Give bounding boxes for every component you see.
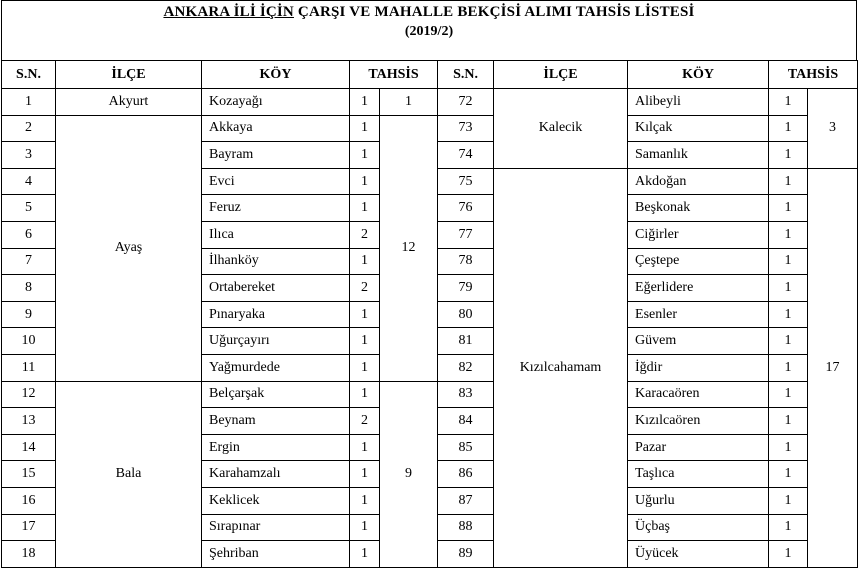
table-row [2,89,858,116]
right-tahsis-cell: 1 [769,381,808,408]
left-koy-cell: Sırapınar [202,514,350,541]
right-sn-cell: 79 [438,275,494,302]
right-ilce-cell: Kızılcahamam [494,168,628,567]
right-sn-cell: 80 [438,301,494,328]
left-tahsis-cell: 2 [350,275,380,302]
header-koy-left: KÖY [202,61,350,89]
left-koy-cell: Karahamzalı [202,461,350,488]
title-rest: ÇARŞI VE MAHALLE BEKÇİSİ ALIMI TAHSİS LİSTESİ [293,4,695,20]
left-ilce-cell: Bala [56,381,202,567]
right-tahsis-cell: 1 [769,195,808,222]
left-sn-cell: 6 [2,221,56,248]
left-sn-cell: 3 [2,142,56,169]
right-koy-cell: Karacaören [628,381,769,408]
right-koy-cell: Çeştepe [628,248,769,275]
right-sn-cell: 78 [438,248,494,275]
right-tahsis-cell: 1 [769,461,808,488]
left-tahsis-cell: 1 [350,89,380,116]
right-tahsis-cell: 1 [769,514,808,541]
left-tahsis-cell: 1 [350,195,380,222]
left-ilce-cell: Ayaş [56,115,202,381]
header-ilce-right: İLÇE [494,61,628,89]
right-sn-cell: 86 [438,461,494,488]
header-koy-right: KÖY [628,61,769,89]
right-tahsis-cell: 1 [769,541,808,568]
right-tahsis-cell: 1 [769,487,808,514]
left-tahsis-cell: 1 [350,461,380,488]
right-koy-cell: Beşkonak [628,195,769,222]
right-koy-cell: Güvem [628,328,769,355]
right-koy-cell: Taşlıca [628,461,769,488]
right-sn-cell: 87 [438,487,494,514]
allocation-table [1,60,858,568]
right-ilce-cell: Kalecik [494,89,628,169]
left-tahsis-cell: 2 [350,221,380,248]
left-koy-cell: Pınaryaka [202,301,350,328]
right-sn-cell: 73 [438,115,494,142]
right-tahsis-cell: 1 [769,89,808,116]
right-tahsis-cell: 1 [769,142,808,169]
left-sn-cell: 8 [2,275,56,302]
left-tahsis-cell: 1 [350,514,380,541]
right-sn-cell: 77 [438,221,494,248]
table-row [2,115,858,142]
right-koy-cell: Üçbaş [628,514,769,541]
left-ilce-cell: Akyurt [56,89,202,116]
left-koy-cell: Yağmurdede [202,354,350,381]
header-ilce-left: İLÇE [56,61,202,89]
title-underlined-part: ANKARA İLİ İÇİN [163,4,294,20]
right-sn-cell: 74 [438,142,494,169]
right-tahsis-total-cell: 17 [808,168,858,567]
right-koy-cell: Akdoğan [628,168,769,195]
left-sn-cell: 18 [2,541,56,568]
right-tahsis-cell: 1 [769,434,808,461]
left-tahsis-cell: 1 [350,328,380,355]
right-tahsis-cell: 1 [769,328,808,355]
left-koy-cell: Feruz [202,195,350,222]
left-tahsis-cell: 1 [350,301,380,328]
header-tahsis-right: TAHSİS [769,61,858,89]
right-tahsis-cell: 1 [769,115,808,142]
right-koy-cell: Pazar [628,434,769,461]
table-header-row [2,61,858,89]
left-tahsis-cell: 1 [350,248,380,275]
left-sn-cell: 13 [2,408,56,435]
right-sn-cell: 81 [438,328,494,355]
left-tahsis-cell: 1 [350,115,380,142]
right-sn-cell: 82 [438,354,494,381]
right-sn-cell: 88 [438,514,494,541]
right-tahsis-cell: 1 [769,221,808,248]
left-sn-cell: 7 [2,248,56,275]
right-sn-cell: 83 [438,381,494,408]
left-tahsis-cell: 1 [350,487,380,514]
left-sn-cell: 10 [2,328,56,355]
right-tahsis-cell: 1 [769,408,808,435]
left-koy-cell: Belçarşak [202,381,350,408]
left-koy-cell: Ilıca [202,221,350,248]
table-row [2,381,858,408]
document-title-block [1,0,857,60]
left-sn-cell: 11 [2,354,56,381]
left-koy-cell: Beynam [202,408,350,435]
right-koy-cell: Alibeyli [628,89,769,116]
left-tahsis-total-cell: 9 [380,381,438,567]
right-koy-cell: Samanlık [628,142,769,169]
right-sn-cell: 89 [438,541,494,568]
right-sn-cell: 85 [438,434,494,461]
right-tahsis-total-cell: 3 [808,89,858,169]
right-tahsis-cell: 1 [769,248,808,275]
right-koy-cell: Esenler [628,301,769,328]
left-sn-cell: 9 [2,301,56,328]
left-tahsis-cell: 2 [350,408,380,435]
left-tahsis-cell: 1 [350,434,380,461]
left-sn-cell: 15 [2,461,56,488]
left-sn-cell: 16 [2,487,56,514]
table-body [2,89,858,568]
left-koy-cell: Ortabereket [202,275,350,302]
left-tahsis-total-cell: 12 [380,115,438,381]
right-koy-cell: Kızılcaören [628,408,769,435]
left-tahsis-cell: 1 [350,168,380,195]
left-koy-cell: Kozayağı [202,89,350,116]
left-tahsis-total-cell: 1 [380,89,438,116]
left-sn-cell: 12 [2,381,56,408]
right-tahsis-cell: 1 [769,354,808,381]
left-koy-cell: Uğurçayırı [202,328,350,355]
left-koy-cell: Akkaya [202,115,350,142]
left-tahsis-cell: 1 [350,541,380,568]
right-sn-cell: 75 [438,168,494,195]
left-sn-cell: 2 [2,115,56,142]
right-tahsis-cell: 1 [769,168,808,195]
right-sn-cell: 76 [438,195,494,222]
left-sn-cell: 17 [2,514,56,541]
left-koy-cell: Keklicek [202,487,350,514]
left-sn-cell: 1 [2,89,56,116]
right-sn-cell: 72 [438,89,494,116]
left-tahsis-cell: 1 [350,381,380,408]
right-sn-cell: 84 [438,408,494,435]
header-tahsis-left: TAHSİS [350,61,438,89]
right-koy-cell: Ciğirler [628,221,769,248]
right-koy-cell: Üyücek [628,541,769,568]
left-koy-cell: Şehriban [202,541,350,568]
left-koy-cell: İlhanköy [202,248,350,275]
left-tahsis-cell: 1 [350,142,380,169]
header-sn-left: S.N. [2,61,56,89]
right-koy-cell: İğdir [628,354,769,381]
header-sn-right: S.N. [438,61,494,89]
left-koy-cell: Evci [202,168,350,195]
left-tahsis-cell: 1 [350,354,380,381]
right-koy-cell: Kılçak [628,115,769,142]
right-tahsis-cell: 1 [769,301,808,328]
left-sn-cell: 4 [2,168,56,195]
left-koy-cell: Ergin [202,434,350,461]
left-koy-cell: Bayram [202,142,350,169]
left-sn-cell: 5 [2,195,56,222]
document-title [2,4,856,21]
document-period: (2019/2) [404,24,454,39]
left-sn-cell: 14 [2,434,56,461]
right-koy-cell: Uğurlu [628,487,769,514]
right-tahsis-cell: 1 [769,275,808,302]
right-koy-cell: Eğerlidere [628,275,769,302]
